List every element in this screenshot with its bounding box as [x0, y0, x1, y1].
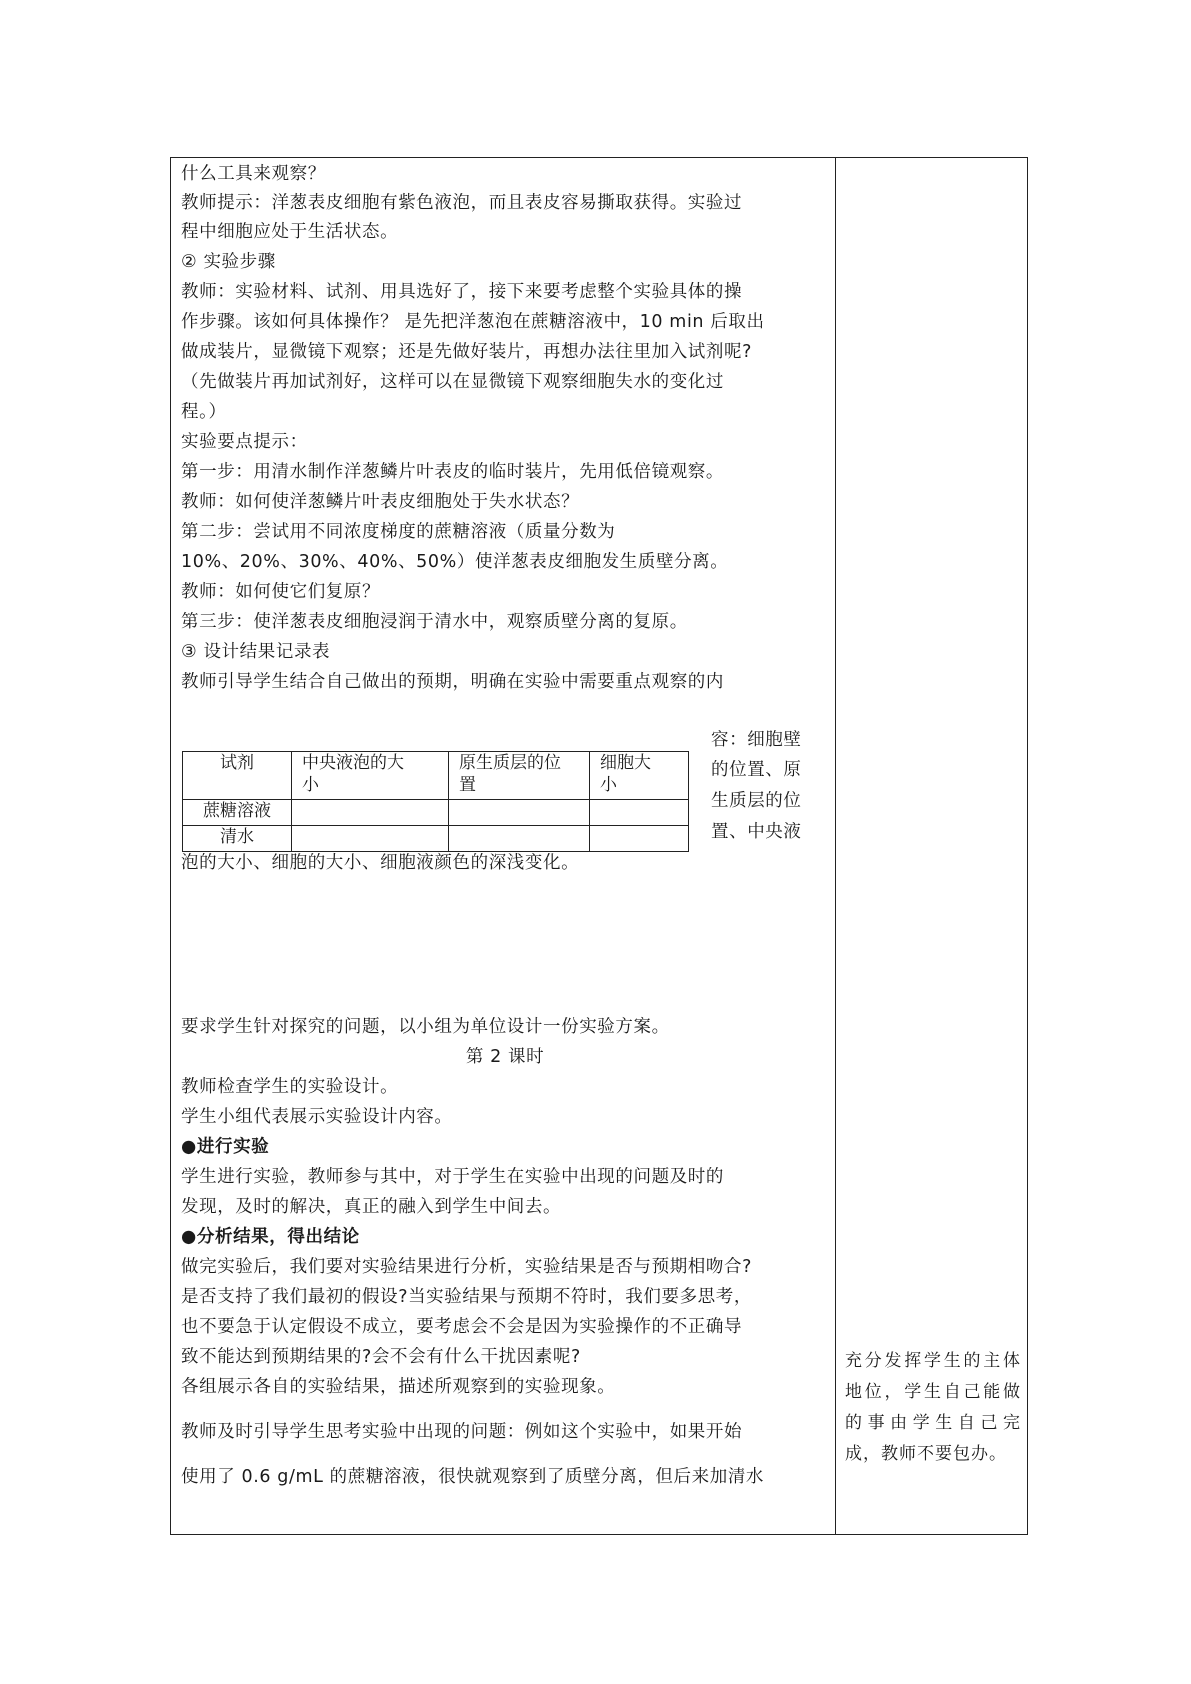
lesson-title: 第 2 课时 — [465, 1047, 545, 1067]
text-line: 是否支持了我们最初的假设?当实验结果与预期不符时，我们要多思考， — [181, 1287, 752, 1307]
table-cell: 清水 — [183, 826, 292, 852]
text-line: 学生进行实验，教师参与其中，对于学生在实验中出现的问题及时的 — [181, 1167, 724, 1187]
text-line: 教师检查学生的实验设计。 — [181, 1077, 399, 1097]
table-cell — [449, 826, 590, 852]
header-cell: 细胞大 小 — [590, 752, 689, 800]
text-line: 使用了 0.6 g/mL 的蔗糖溶液，很快就观察到了质壁分离，但后来加清水 — [181, 1467, 765, 1487]
text-line: 教师引导学生结合自己做出的预期，明确在实验中需要重点观察的内 — [181, 672, 724, 692]
text-line: 教师：如何使洋葱鳞片叶表皮细胞处于失水状态？ — [181, 492, 580, 512]
main-content-cell — [181, 158, 829, 1534]
text-line: 致不能达到预期结果的?会不会有什么干扰因素呢? — [181, 1347, 581, 1367]
text-line: 第三步：使洋葱表皮细胞浸润于清水中，观察质壁分离的复原。 — [181, 612, 688, 632]
text-line: 作步骤。该如何具体操作？ 是先把洋葱泡在蔗糖溶液中，10 min 后取出 — [181, 312, 765, 332]
text-line: 第一步：用清水制作洋葱鳞片叶表皮的临时装片，先用低倍镜观察。 — [181, 462, 724, 482]
text-line: 10%、20%、30%、40%、50%）使洋葱表皮细胞发生质壁分离。 — [181, 552, 729, 572]
table-cell — [292, 800, 449, 826]
table-cell: 蔗糖溶液 — [183, 800, 292, 826]
text-line: 程中细胞应处于生活状态。 — [181, 222, 399, 242]
table-cell — [590, 800, 689, 826]
text-line: （先做装片再加试剂好，这样可以在显微镜下观察细胞失水的变化过 — [181, 372, 724, 392]
text-line: 也不要急于认定假设不成立，要考虑会不会是因为实验操作的不正确导 — [181, 1317, 743, 1337]
column-divider — [835, 158, 836, 1534]
result-record-table — [182, 751, 689, 852]
text-line: 什么工具来观察？ — [181, 164, 326, 184]
text-line: 教师：如何使它们复原？ — [181, 582, 381, 602]
text-line: 程。） — [181, 402, 227, 422]
text-line: 教师提示：洋葱表皮细胞有紫色液泡，而且表皮容易撕取获得。实验过 — [181, 193, 743, 213]
text-line: 做成装片，显微镜下观察；还是先做好装片，再想办法往里加入试剂呢? — [181, 342, 752, 362]
text-line: 各组展示各自的实验结果，描述所观察到的实验现象。 — [181, 1377, 616, 1397]
table-cell — [292, 826, 449, 852]
text-line: 实验要点提示： — [181, 432, 308, 452]
text-line: ③ 设计结果记录表 — [181, 642, 331, 662]
section-heading: ●进行实验 — [181, 1137, 270, 1157]
text-line: 教师：实验材料、试剂、用具选好了，接下来要考虑整个实验具体的操 — [181, 282, 743, 302]
text-line: 要求学生针对探究的问题，以小组为单位设计一份实验方案。 — [181, 1017, 670, 1037]
text-line: 教师及时引导学生思考实验中出现的问题：例如这个实验中，如果开始 — [181, 1422, 743, 1442]
table-row — [183, 826, 689, 852]
wrap-text-line: 容：细胞壁 — [711, 730, 802, 750]
text-line: 泡的大小、细胞的大小、细胞液颜色的深浅变化。 — [181, 853, 580, 873]
text-line: 发现，及时的解决，真正的融入到学生中间去。 — [181, 1197, 562, 1217]
side-note: 充分发挥学生的主体地位，学生自己能做的事由学生自己完成，教师不要包办。 — [845, 1351, 1021, 1464]
wrap-text-line: 生质层的位 — [711, 791, 802, 811]
text-line: 第二步：尝试用不同浓度梯度的蔗糖溶液（质量分数为 — [181, 522, 616, 542]
section-heading: ●分析结果，得出结论 — [181, 1227, 360, 1247]
header-cell: 中央液泡的大 小 — [292, 752, 449, 800]
table-cell — [449, 800, 590, 826]
text-line: ② 实验步骤 — [181, 252, 276, 272]
table-header-row — [183, 752, 689, 800]
text-line: 做完实验后，我们要对实验结果进行分析，实验结果是否与预期相吻合? — [181, 1257, 752, 1277]
header-cell: 原生质层的位 置 — [449, 752, 590, 800]
text-line: 学生小组代表展示实验设计内容。 — [181, 1107, 453, 1127]
header-cell: 试剂 — [183, 752, 292, 800]
wrap-text-line: 的位置、原 — [711, 760, 802, 780]
wrap-text-line: 置、中央液 — [711, 822, 802, 842]
lesson-plan-table — [170, 157, 1028, 1535]
table-row — [183, 800, 689, 826]
table-cell — [590, 826, 689, 852]
